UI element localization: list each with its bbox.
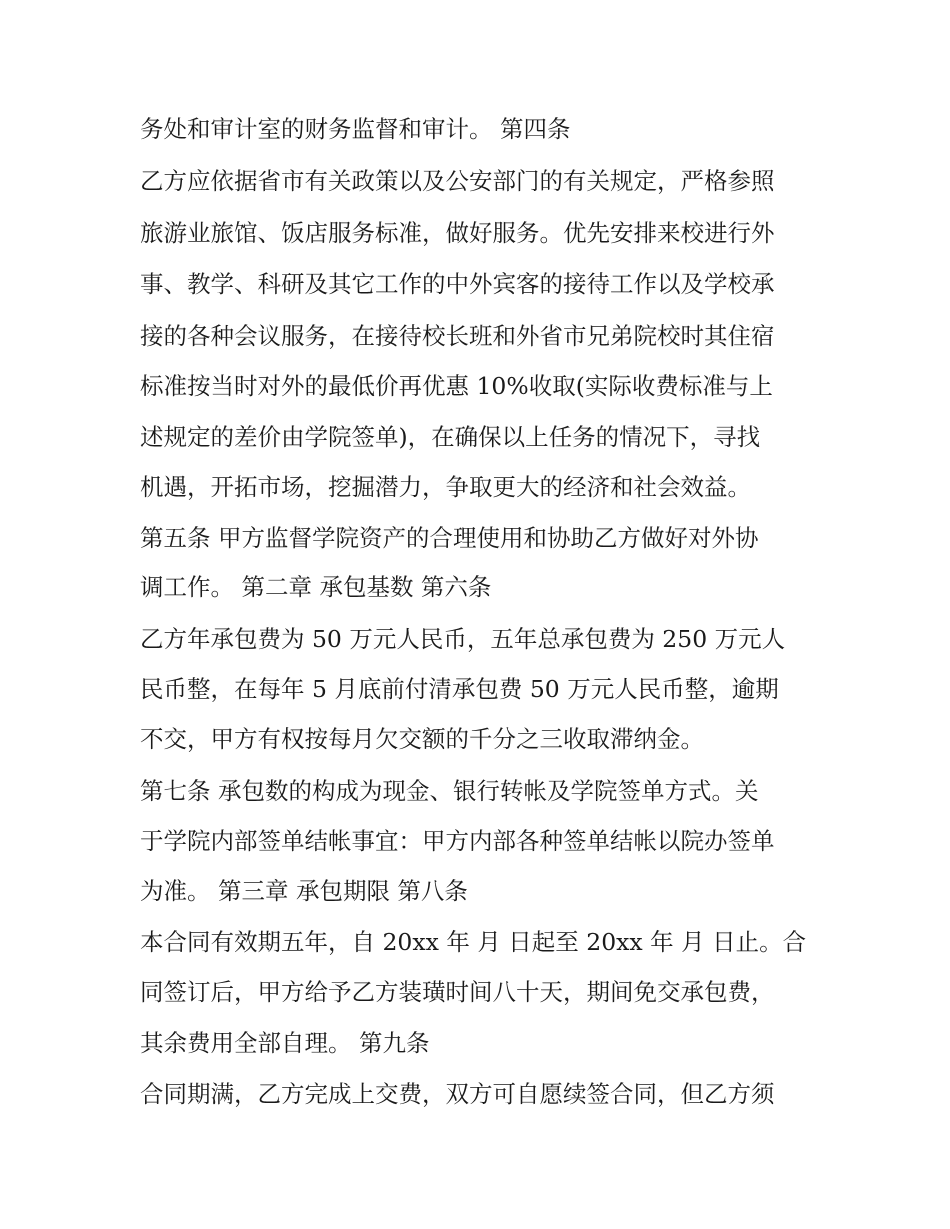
text-line: 其余费用全部自理。 第九条 [140,1029,430,1057]
text-line: 合同期满，乙方完成上交费，双方可自愿续签合同，但乙方须 [140,1080,775,1108]
text-line: 第五条 甲方监督学院资产的合理使用和协助乙方做好对外协 [140,524,759,552]
text-line: 不交，甲方有权按每月欠交额的千分之三收取滞纳金。 [140,725,704,753]
text-line: 接的各种会议服务，在接待校长班和外省市兄弟院校时其住宿 [140,322,775,350]
text-line: 述规定的差价由学院签单)，在确保以上任务的情况下，寻找 [140,423,761,451]
text-line: 旅游业旅馆、饭店服务标准，做好服务。优先安排来校进行外 [140,219,775,247]
text-line: 事、教学、科研及其它工作的中外宾客的接待工作以及学校承 [140,270,775,298]
text-line: 乙方年承包费为 50 万元人民币，五年总承包费为 250 万元人 [140,625,786,653]
text-line: 民币整，在每年 5 月底前付清承包费 50 万元人民币整，逾期 [140,675,779,703]
text-line: 为准。 第三章 承包期限 第八条 [140,877,468,905]
text-line: 务处和审计室的财务监督和审计。 第四条 [140,115,571,143]
text-line: 机遇，开拓市场，挖掘潜力，争取更大的经济和社会效益。 [140,473,751,501]
text-line: 乙方应依据省市有关政策以及公安部门的有关规定，严格参照 [140,167,775,195]
text-line: 本合同有效期五年，自 20xx 年 月 日起至 20xx 年 月 日止。合 [140,928,807,956]
text-line: 标准按当时对外的最低价再优惠 10%收取(实际收费标准与上 [140,372,773,400]
text-line: 调工作。 第二章 承包基数 第六条 [140,573,492,601]
text-line: 同签订后，甲方给予乙方装璜时间八十天，期间免交承包费， [140,978,775,1006]
text-line: 第七条 承包数的构成为现金、银行转帐及学院签单方式。关 [140,777,759,805]
text-line: 于学院内部签单结帐事宜：甲方内部各种签单结帐以院办签单 [140,827,775,855]
